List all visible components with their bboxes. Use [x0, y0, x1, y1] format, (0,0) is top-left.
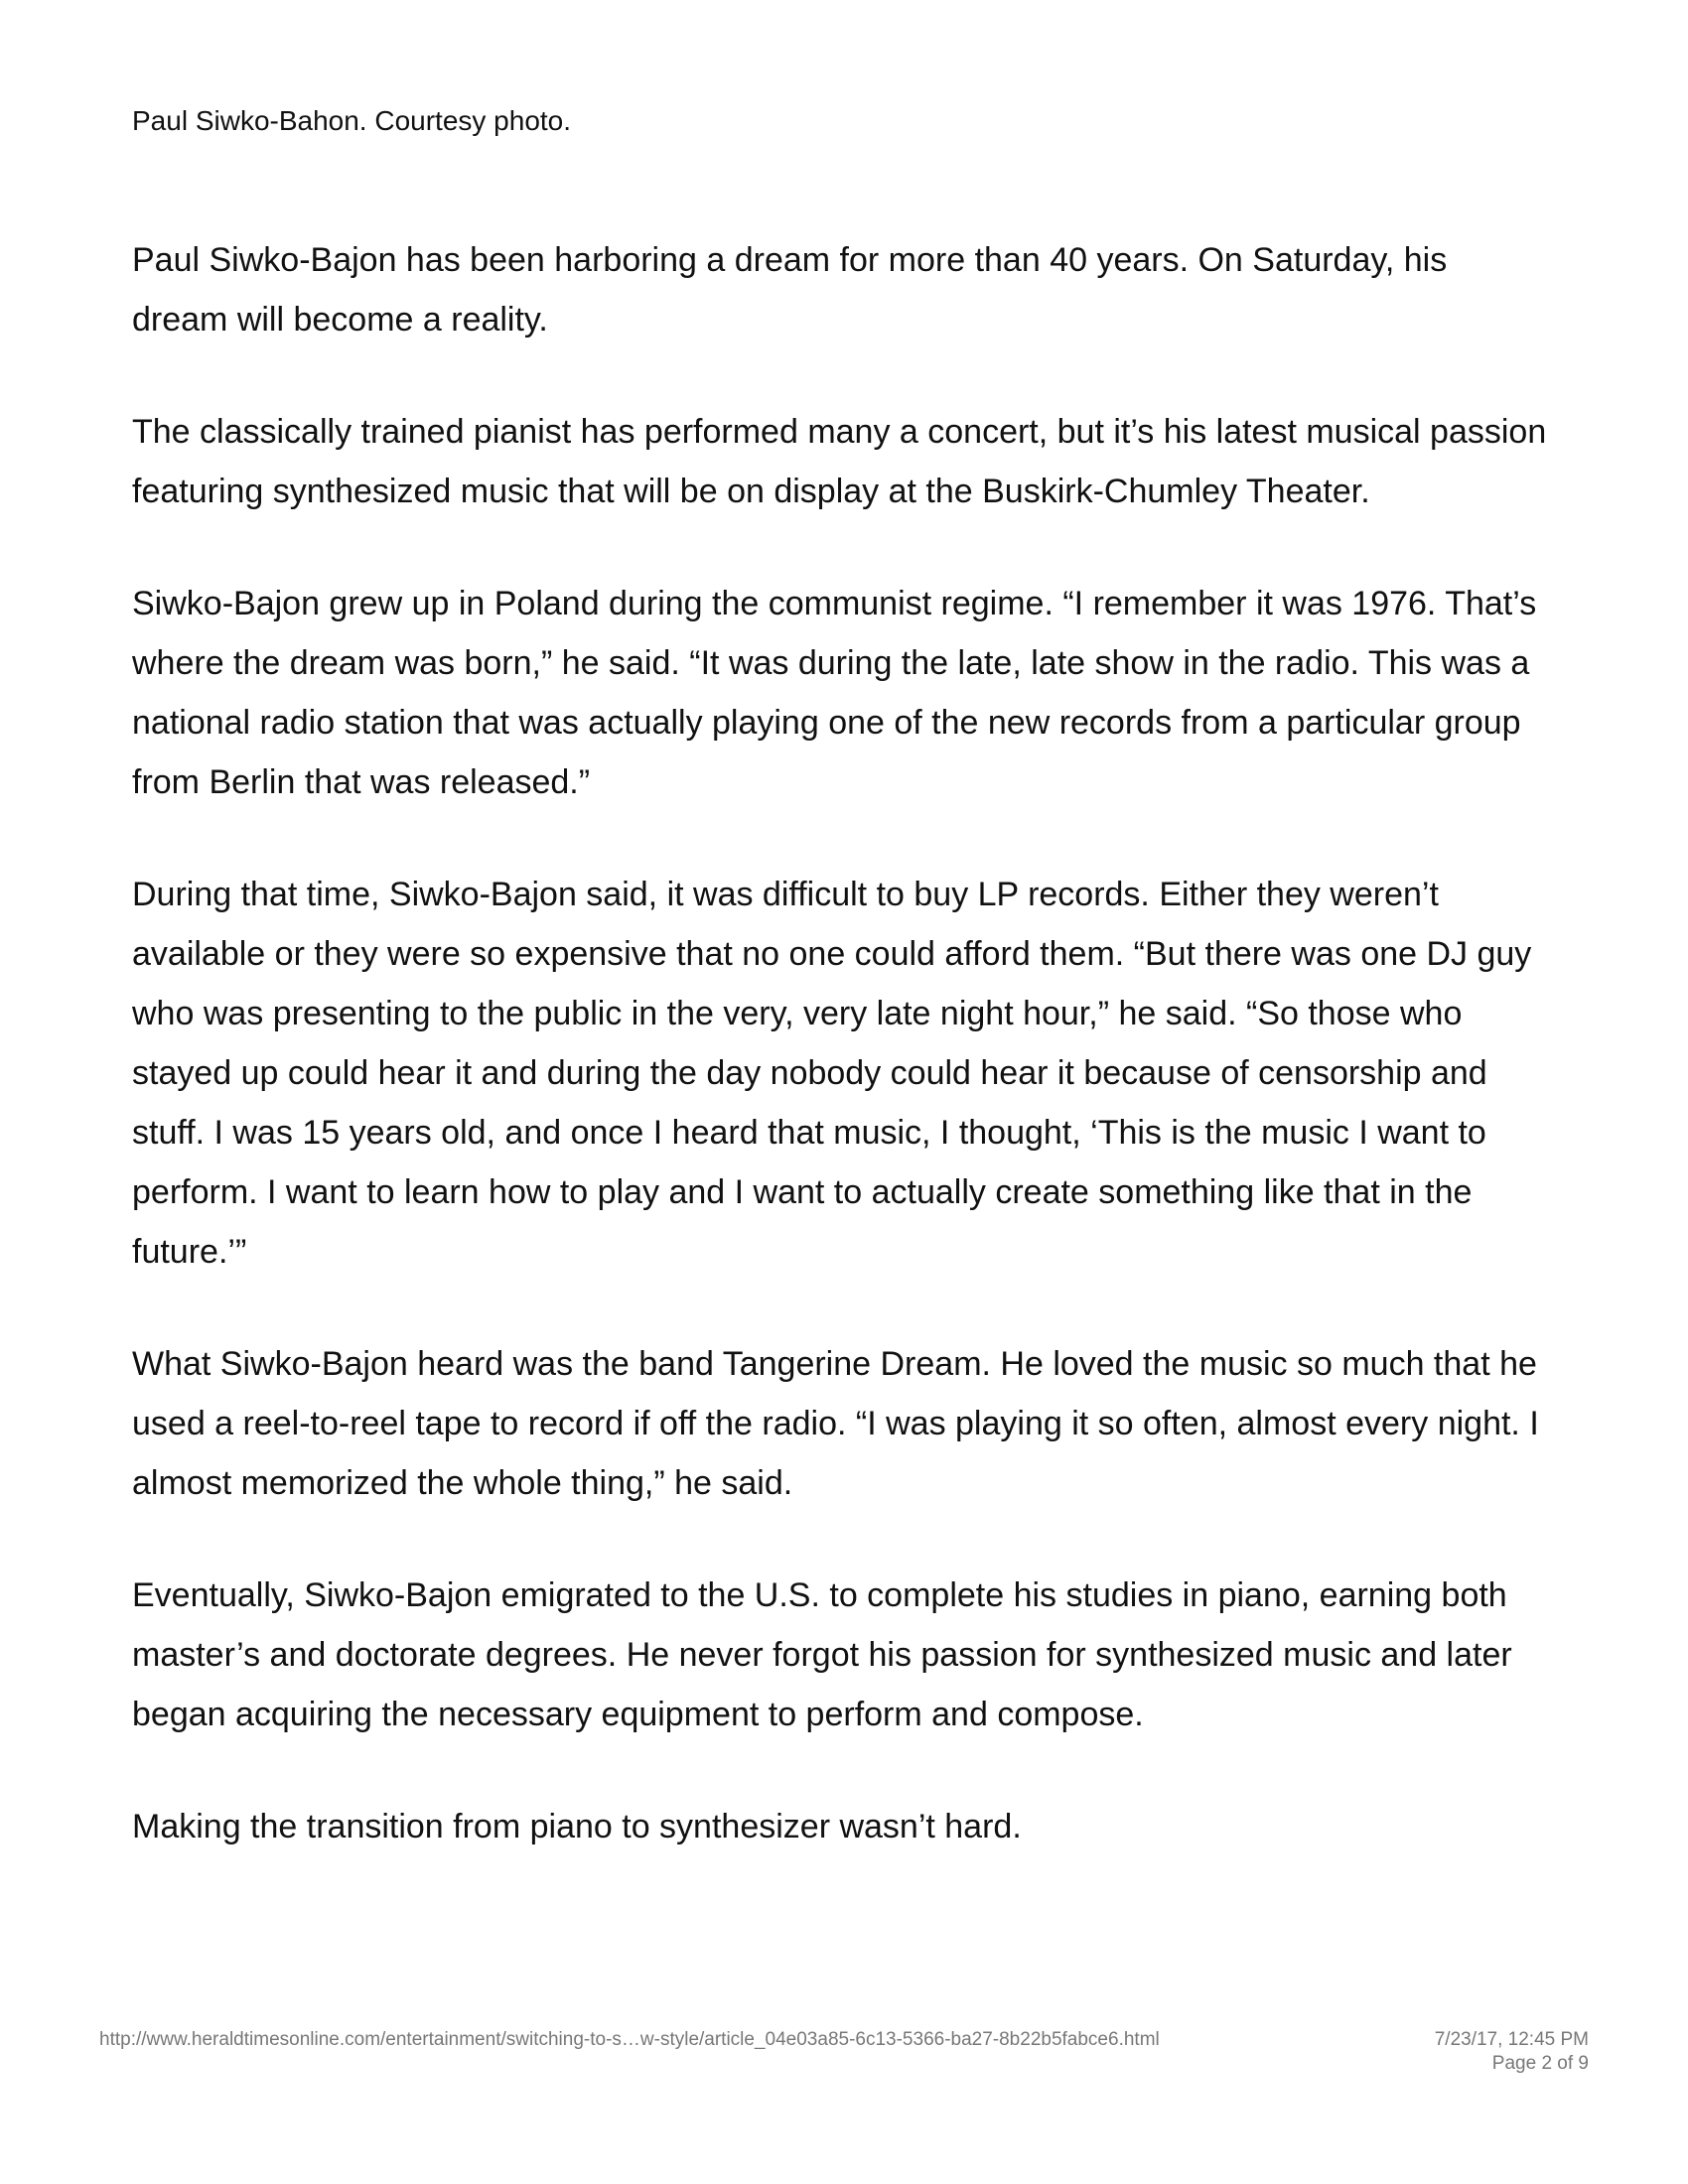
article-paragraph: The classically trained pianist has performed many a concert, but it’s his latest musical passion featuring synthesized music that will be on display at the Buskirk-Chumley Theater.	[132, 413, 1547, 510]
footer-datetime: 7/23/17, 12:45 PM	[1434, 2029, 1589, 2050]
article-paragraph: Siwko-Bajon grew up in Poland during the communist regime. “I remember it was 1976. That’s where the dream was born,” he said. “It was during the late, late show in the radio. This was a national radio station that was actually playing one of the new records from a particular group from Berlin that was released.”	[132, 585, 1537, 801]
article-paragraph: Eventually, Siwko-Bajon emigrated to the U.S. to complete his studies in piano, earning both master’s and doctorate degrees. He never forgot his passion for synthesized music and later began acquiring the necessary equipment to perform and compose.	[132, 1576, 1512, 1733]
photo-caption: Paul Siwko-Bahon. Courtesy photo.	[132, 105, 572, 136]
article-body	[132, 230, 1552, 1909]
footer-meta	[1435, 2028, 1589, 2076]
footer-page-number: Page 2 of 9	[1491, 2053, 1589, 2074]
footer-source-url: http://www.heraldtimesonline.com/entertainment/switching-to-s…w-style/article_04e03a85-6c13-5366-ba27-8b22b5fabce6.html	[99, 2029, 1160, 2050]
article-paragraph: During that time, Siwko-Bajon said, it was difficult to buy LP records. Either they weren’t available or they were so expensive that no one could afford them. “But there was one DJ guy who was presenting to the public in the very, very late night hour,” he said. “So those who stayed up could hear it and during the day nobody could hear it because of censorship and stuff. I was 15 years old, and once I heard that music, I thought, ‘This is the music I want to perform. I want to learn how to play and I want to actually create something like that in the future.’”	[132, 876, 1532, 1271]
article-paragraph: What Siwko-Bajon heard was the band Tangerine Dream. He loved the music so much that he used a reel-to-reel tape to record if off the radio. “I was playing it so often, almost every night. I almost memorized the whole thing,” he said.	[132, 1345, 1539, 1502]
article-paragraph: Paul Siwko-Bajon has been harboring a dream for more than 40 years. On Saturday, his dream will become a reality.	[132, 241, 1448, 339]
article-paragraph: Making the transition from piano to synthesizer wasn’t hard.	[132, 1808, 1022, 1845]
